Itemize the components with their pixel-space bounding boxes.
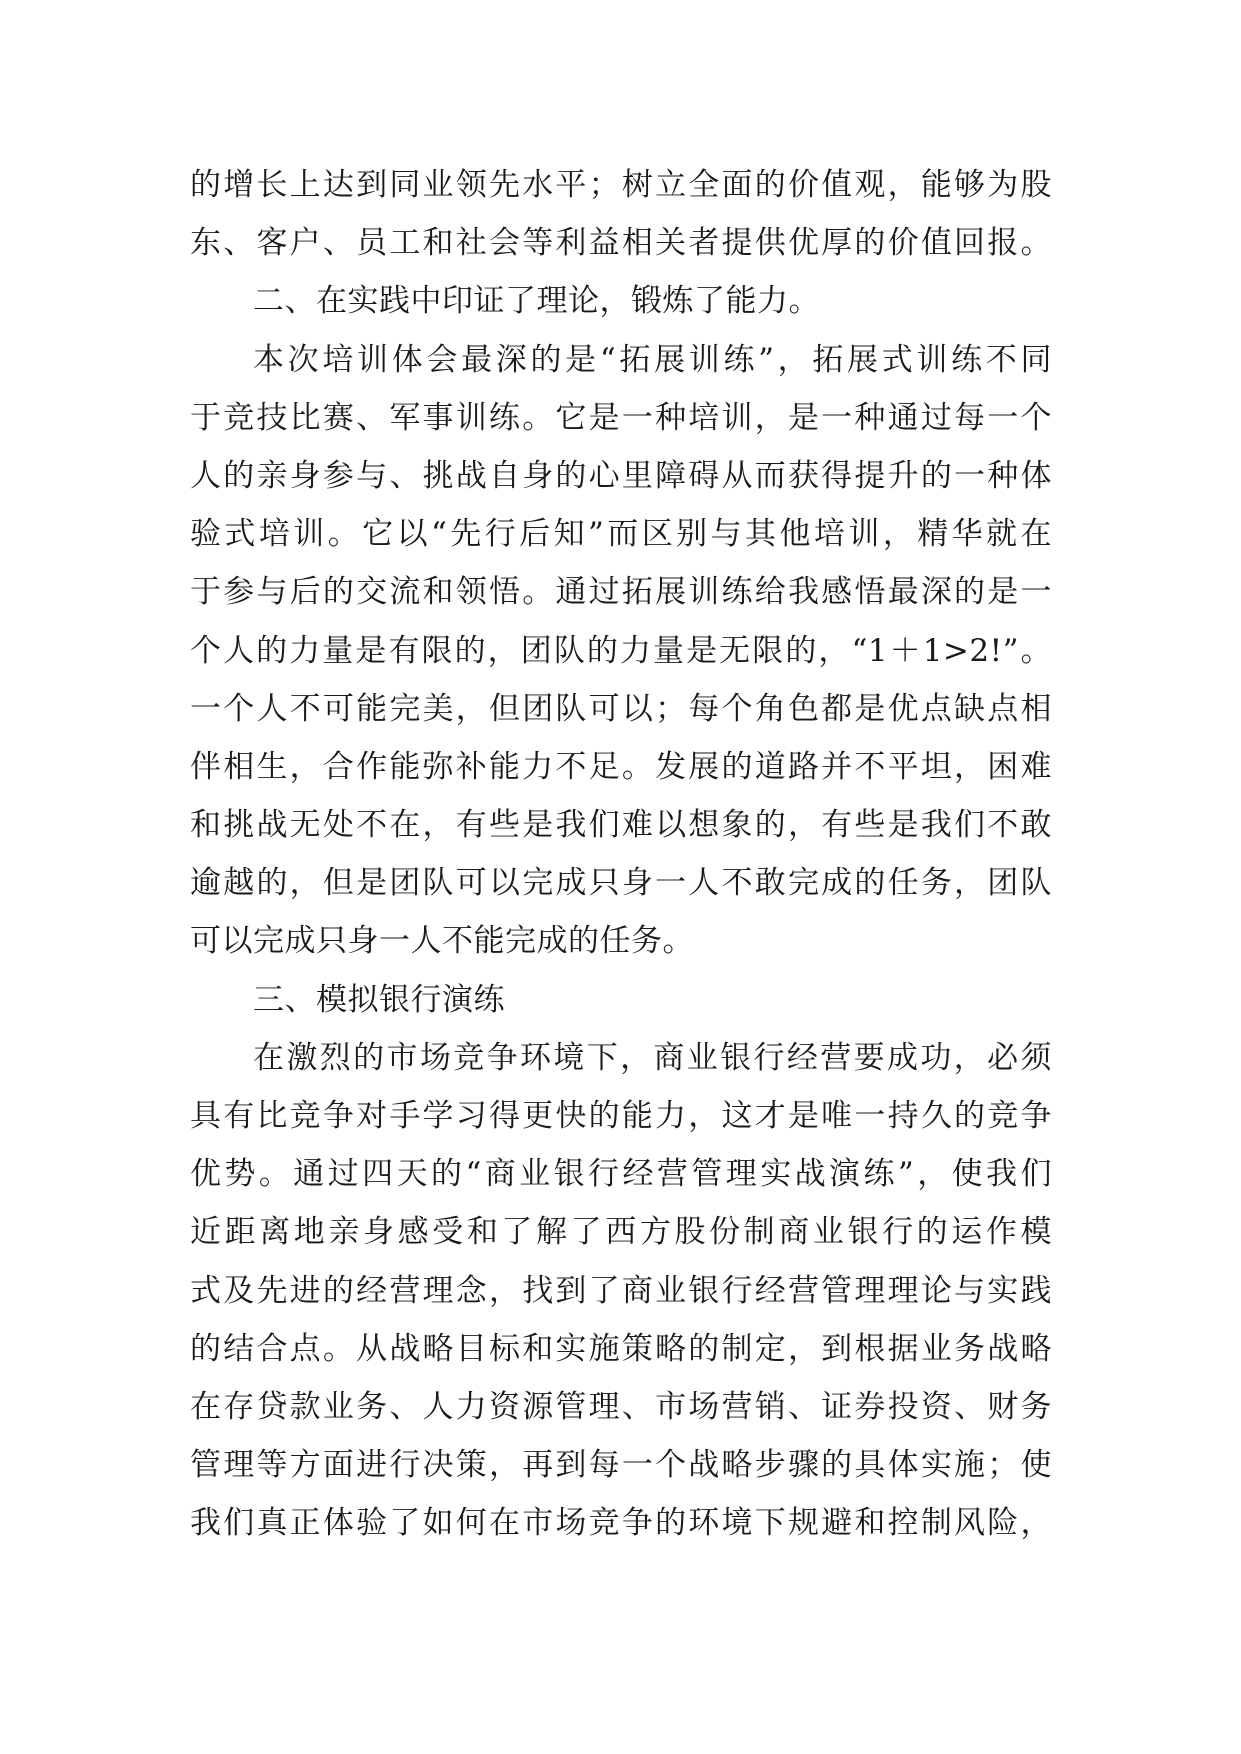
body-line: 本次培训体会最深的是“拓展训练”，拓展式训练不同	[253, 341, 1052, 378]
body-line: 在激烈的市场竞争环境下，商业银行经营要成功，必须	[253, 1039, 1052, 1076]
section-heading: 二、在实践中印证了理论，锻炼了能力。	[253, 283, 820, 320]
body-line: 近距离地亲身感受和了解了西方股份制商业银行的运作模	[190, 1214, 1052, 1251]
body-line: 一个人不可能完美，但团队可以；每个角色都是优点缺点相	[190, 690, 1052, 727]
document-body	[190, 156, 1052, 1553]
body-line: 的结合点。从战略目标和实施策略的制定，到根据业务战略	[190, 1330, 1052, 1367]
section-heading: 三、模拟银行演练	[253, 981, 505, 1018]
body-line: 验式培训。它以“先行后知”而区别与其他培训，精华就在	[190, 516, 1052, 553]
body-line: 于竞技比赛、军事训练。它是一种培训，是一种通过每一个	[190, 399, 1052, 436]
body-line: 逾越的，但是团队可以完成只身一人不敢完成的任务，团队	[190, 865, 1052, 902]
body-line: 伴相生，合作能弥补能力不足。发展的道路并不平坦，困难	[190, 748, 1052, 785]
body-line: 可以完成只身一人不能完成的任务。	[190, 923, 694, 960]
body-line: 个人的力量是有限的，团队的力量是无限的，“1＋1>2!”。	[190, 632, 1052, 669]
body-line: 具有比竞争对手学习得更快的能力，这才是唯一持久的竞争	[190, 1098, 1052, 1134]
body-line: 在存贷款业务、人力资源管理、市场营销、证券投资、财务	[190, 1388, 1052, 1425]
body-line: 式及先进的经营理念，找到了商业银行经营管理理论与实践	[190, 1272, 1052, 1309]
body-line: 于参与后的交流和领悟。通过拓展训练给我感悟最深的是一	[190, 574, 1052, 611]
body-line: 优势。通过四天的“商业银行经营管理实战演练”，使我们	[190, 1156, 1052, 1193]
body-line: 和挑战无处不在，有些是我们难以想象的，有些是我们不敢	[190, 807, 1052, 844]
body-line: 我们真正体验了如何在市场竞争的环境下规避和控制风险，	[190, 1505, 1052, 1542]
body-line: 的增长上达到同业领先水平；树立全面的价值观，能够为股	[190, 167, 1052, 203]
body-line: 管理等方面进行决策，再到每一个战略步骤的具体实施；使	[190, 1447, 1052, 1484]
body-line: 人的亲身参与、挑战自身的心里障碍从而获得提升的一种体	[190, 457, 1052, 494]
body-line: 东、客户、员工和社会等利益相关者提供优厚的价值回报。	[190, 225, 1052, 262]
